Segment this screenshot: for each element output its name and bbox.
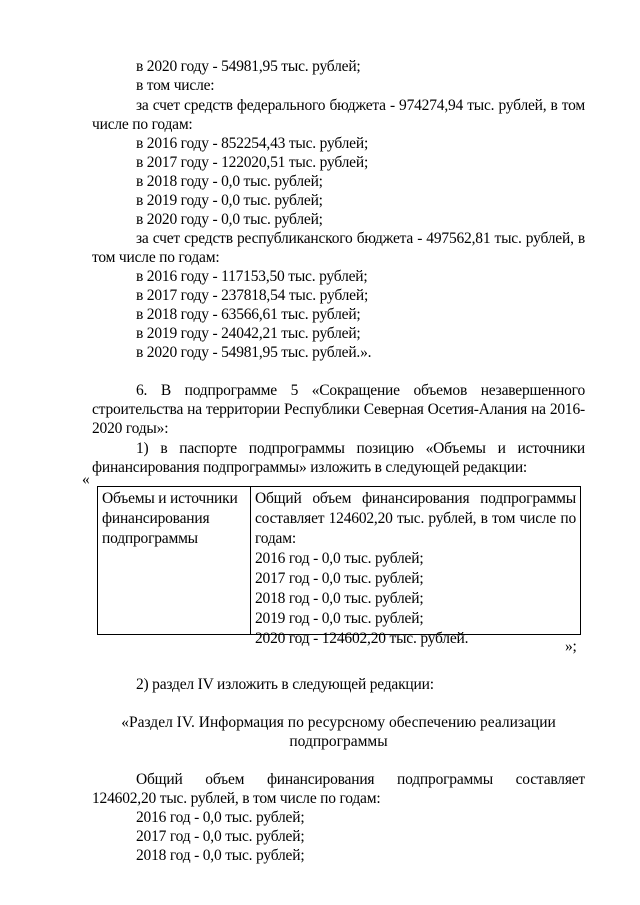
table-label-line: подпрограммы (102, 530, 198, 547)
funding-table (97, 486, 581, 647)
table-value-line: 2016 год - 0,0 тыс. рублей; (255, 550, 424, 567)
paragraph-line: 1) в паспорте подпрограммы позицию «Объемы и источники (136, 440, 585, 457)
text-line: в 2020 году - 54981,95 тыс. рублей.». (136, 344, 372, 361)
text-line: в 2017 году - 237818,54 тыс. рублей; (136, 287, 369, 304)
text-line: в 2020 году - 54981,95 тыс. рублей; (136, 58, 361, 75)
text-line: в том числе: (136, 77, 215, 94)
table-value-cell (251, 487, 580, 647)
table-value-line: составляет 124602,20 тыс. рублей, в том числе по (255, 510, 576, 527)
table-value-line: 2019 год - 0,0 тыс. рублей; (255, 610, 424, 627)
open-quote: « (82, 471, 90, 488)
table-value-line: Общий объем финансирования подпрограммы (255, 490, 576, 507)
section-title: подпрограммы (289, 733, 388, 750)
table-value-line: годам: (255, 530, 296, 547)
text-line: том числе по годам: (92, 249, 220, 266)
text-line: за счет средств республиканского бюджета - 497562,81 тыс. рублей, в (136, 230, 585, 247)
text-line: в 2018 году - 0,0 тыс. рублей; (136, 173, 323, 190)
paragraph-line: Общий объем финансирования подпрограммы составляет (136, 771, 585, 788)
text-line: в 2018 году - 63566,61 тыс. рублей; (136, 306, 361, 323)
text-line: 2016 год - 0,0 тыс. рублей; (136, 809, 305, 826)
text-line: в 2020 году - 0,0 тыс. рублей; (136, 211, 323, 228)
text-line: 2018 год - 0,0 тыс. рублей; (136, 847, 305, 864)
paragraph-line: строительства на территории Республики Северная Осетия-Алания на 2016- (92, 401, 585, 418)
table-label-line: Объемы и источники (102, 490, 238, 507)
section-title: «Раздел IV. Информация по ресурсному обеспечению реализации (121, 714, 556, 731)
text-line: в 2019 году - 24042,21 тыс. рублей; (136, 325, 361, 342)
text-line: в 2016 году - 852254,43 тыс. рублей; (136, 135, 369, 152)
paragraph-line: финансирования подпрограммы» изложить в следующей редакции: (92, 459, 528, 476)
text-line: числе по годам: (92, 116, 193, 133)
paragraph-line: 124602,20 тыс. рублей, в том числе по годам: (92, 790, 381, 807)
table-value-line: 2017 год - 0,0 тыс. рублей; (255, 570, 424, 587)
table-value-line: 2018 год - 0,0 тыс. рублей; (255, 590, 424, 607)
table-label-line: финансирования (102, 510, 210, 527)
paragraph-line: 2020 годы»: (92, 420, 169, 437)
table-label-cell (98, 487, 251, 634)
text-line: 2017 год - 0,0 тыс. рублей; (136, 828, 305, 845)
paragraph-line: 2) раздел IV изложить в следующей редакции: (136, 676, 434, 693)
close-quote: »; (565, 638, 577, 655)
text-line: в 2017 году - 122020,51 тыс. рублей; (136, 154, 369, 171)
text-line: за счет средств федерального бюджета - 974274,94 тыс. рублей, в том (136, 97, 585, 114)
text-line: в 2019 году - 0,0 тыс. рублей; (136, 192, 323, 209)
table-value-line: 2020 год - 124602,20 тыс. рублей. (255, 630, 469, 647)
paragraph-line: 6. В подпрограмме 5 «Сокращение объемов незавершенного (136, 382, 585, 399)
text-line: в 2016 году - 117153,50 тыс. рублей; (136, 268, 368, 285)
